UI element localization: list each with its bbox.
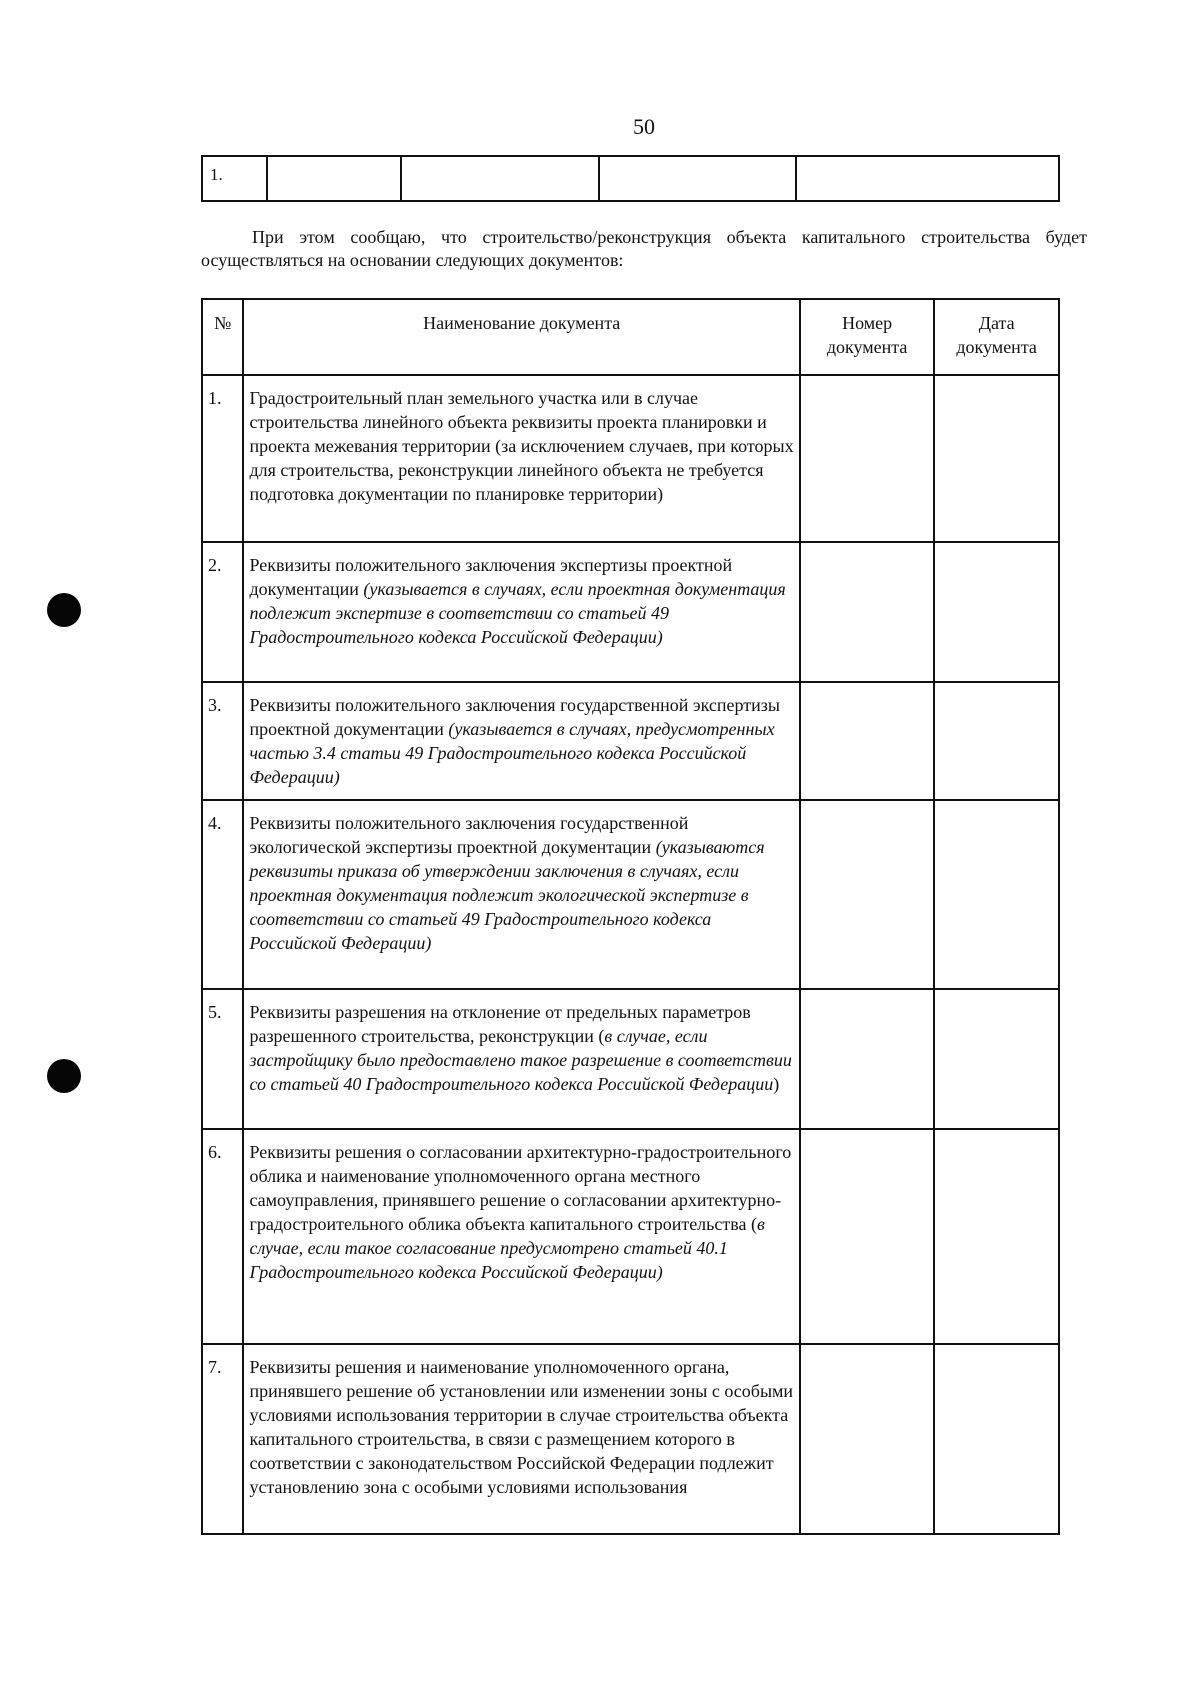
top-table-cell [599,156,797,201]
document-date-cell [934,800,1059,989]
document-name-text: Реквизиты решения о согласовании архитектурно-градостроительного облика и наименование уполномоченного органа местного самоуправления, принявшего решение о согласовании архитектурно-градостроительного облика объекта капитального строительства ( [249,1142,792,1234]
table-row [202,156,1059,201]
document-name-note: (указываются реквизиты приказа об утверждении заключения в случаях, если проектная документация подлежит экологической экспертизе в соответствии со статьей 49 Градостроительного кодекса Российской Федерации) [249,837,765,953]
document-name-note: (указывается в случаях, предусмотренных частью 3.4 статьи 49 Градостроительного кодекса Российской Федерации) [249,719,775,787]
document-number-cell [800,1344,934,1534]
document-name-text: Градостроительный план земельного участка или в случае строительства линейного объекта реквизиты проекта планировки и проекта межевания территории (за исключением случаев, при которых для строительства, реконструкции линейного объекта не требуется подготовка документации по планировке территории) [249,388,794,504]
document-number-cell [800,375,934,542]
page-number: 50 [633,114,655,139]
document-name-cell [243,542,800,682]
document-name-cell [243,682,800,800]
header-document-name: Наименование документа [243,299,800,375]
top-table-row-number: 1. [202,156,267,201]
document-date-cell [934,682,1059,800]
intro-paragraph: При этом сообщаю, что строительство/реконструкция объекта капитального строительства будет осуществляться на основании следующих документов: [201,227,1087,270]
document-name-cell [243,989,800,1129]
row-number: 5. [202,989,243,1129]
document-date-cell [934,1129,1059,1344]
table-row [202,989,1059,1129]
document-number-cell [800,1129,934,1344]
document-name-cell [243,375,800,542]
punch-hole-mark [47,1059,81,1093]
header-document-number: Номер документа [800,299,934,375]
document-name-text: Реквизиты положительного заключения государственной экологической экспертизы проектной документации [249,813,689,857]
row-number: 6. [202,1129,243,1344]
table-row [202,682,1059,800]
header-document-date: Дата документа [934,299,1059,375]
documents-table-body [202,375,1059,1534]
document-date-cell [934,542,1059,682]
table-row [202,1129,1059,1344]
punch-hole-mark [47,593,81,627]
document-name-text: Реквизиты положительного заключения государственной экспертизы проектной документации [249,695,780,739]
row-number: 3. [202,682,243,800]
table-row [202,800,1059,989]
documents-table [201,298,1060,1535]
document-number-cell [800,682,934,800]
document-date-cell [934,1344,1059,1534]
row-number: 1. [202,375,243,542]
top-table [201,155,1060,202]
document-name-note: в случае, если застройщику было предоставлено такое разрешение в соответствии со статьей 40 Градостроительного кодекса Российской Федерации [249,1026,792,1094]
row-number: 4. [202,800,243,989]
top-table-cell [796,156,1059,201]
document-name-cell [243,1344,800,1534]
document-number-cell [800,542,934,682]
document-name-cell [243,1129,800,1344]
top-table-cell [401,156,599,201]
table-header-row [202,299,1059,375]
document-name-text: Реквизиты разрешения на отклонение от предельных параметров разрешенного строительства, реконструкции ( [249,1002,751,1046]
table-row [202,1344,1059,1534]
document-date-cell [934,375,1059,542]
document-name-cell [243,800,800,989]
document-number-cell [800,989,934,1129]
document-name-note: (указывается в случаях, если проектная документация подлежит экспертизе в соответствии со статьей 49 Градостроительного кодекса Российской Федерации) [249,579,786,647]
document-date-cell [934,989,1059,1129]
document-name-text: Реквизиты положительного заключения экспертизы проектной документации [249,555,733,599]
header-number: № [202,299,243,375]
row-number: 2. [202,542,243,682]
document-name-note: в случае, если такое согласование предусмотрено статьей 40.1 Градостроительного кодекса Российской Федерации) [249,1214,765,1282]
table-row [202,375,1059,542]
table-row [202,542,1059,682]
top-table-cell [267,156,400,201]
row-number: 7. [202,1344,243,1534]
document-number-cell [800,800,934,989]
document-name-tail: ) [773,1074,780,1094]
document-name-text: Реквизиты решения и наименование уполномоченного органа, принявшего решение об установлении или изменении зоны с особыми условиями использования территории в случае строительства объекта капитального строительства, в связи с размещением которого в соответствии с законодательством Российской Федерации подлежит установлению зона с особыми условиями использования [249,1357,794,1497]
